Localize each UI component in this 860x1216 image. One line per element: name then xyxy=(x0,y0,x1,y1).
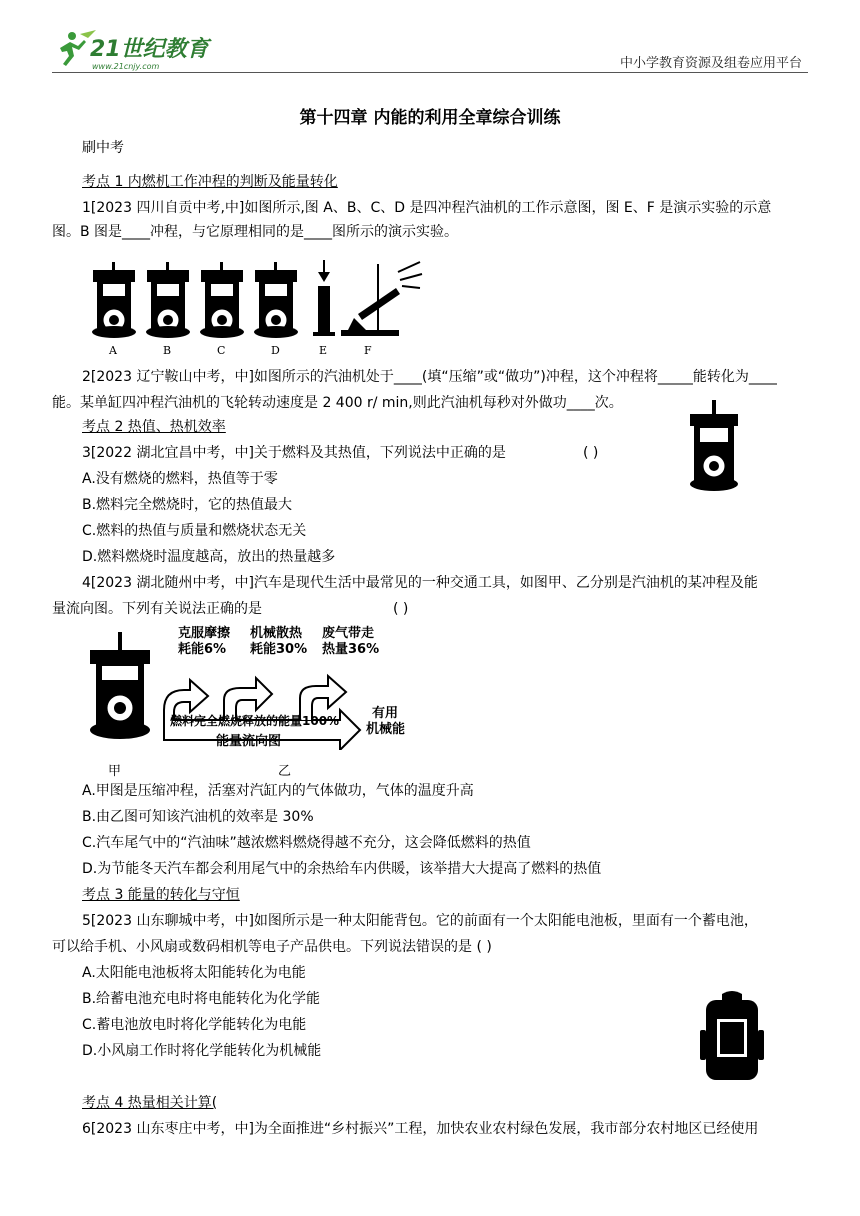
q4-option-a: A.甲图是压缩冲程，活塞对汽缸内的气体做功，气体的温度升高 xyxy=(82,783,474,799)
label-f: F xyxy=(364,344,372,357)
platform-name: 中小学教育资源及组卷应用平台 xyxy=(619,56,802,71)
q3-stem: 3[2022 湖北宜昌中考，中]关于燃料及其热值，下列说法中正确的是 xyxy=(82,445,506,461)
q4-option-c: C.汽车尾气中的“汽油味”越浓燃料燃烧得越不充分，这会降低燃料的热值 xyxy=(82,835,531,851)
q4-paren: ( ) xyxy=(393,601,409,617)
solar-backpack-figure xyxy=(700,990,764,1086)
flow-caption: 能量流向图 xyxy=(216,734,282,749)
logo xyxy=(52,28,232,72)
q3-option-d: D.燃料燃烧时温度越高，放出的热量越多 xyxy=(82,549,336,565)
q2-engine-figure xyxy=(684,398,744,496)
q4-option-b: B.由乙图可知该汽油机的效率是 30% xyxy=(82,809,314,825)
kp3-heading: 考点 3 能量的转化与守恒 xyxy=(82,887,240,903)
loss3-line2: 热量36% xyxy=(322,642,380,657)
q4-line1: 4[2023 湖北随州中考，中]汽车是现代生活中最常见的一种交通工具，如图甲、乙分别是汽油机的某冲程及能 xyxy=(82,575,758,591)
logo-text: 21世纪教育 xyxy=(90,37,209,62)
q5-option-b: B.给蓄电池充电时将电能转化为化学能 xyxy=(82,991,321,1007)
q1-line1: 1[2023 四川自贡中考,中]如图所示,图 A、B、C、D 是四冲程汽油机的工作示意图，图 E、F 是演示实验的示意 xyxy=(82,200,772,216)
q1-figure xyxy=(86,258,426,360)
useful-line2: 机械能 xyxy=(366,722,406,737)
q2-line2: 能。某单缸四冲程汽油机的飞轮转动速度是 2 400 r/ min,则此汽油机每秒对外做功____次。 xyxy=(52,395,623,411)
loss1-line2: 耗能6% xyxy=(178,642,227,657)
q3-option-a: A.没有燃烧的燃料，热值等于零 xyxy=(82,471,278,487)
loss2-line1: 机械散热 xyxy=(250,626,303,641)
loss3-line1: 废气带走 xyxy=(322,626,375,641)
label-e: E xyxy=(319,344,328,357)
q6-line1: 6[2023 山东枣庄中考，中]为全面推进“乡村振兴”工程，加快农业农村绿色发展，我市部分农村地区已经使用 xyxy=(82,1121,759,1137)
q4-engine-figure xyxy=(84,630,156,750)
useful-line1: 有用 xyxy=(372,706,399,721)
q3-paren: ( ) xyxy=(583,445,599,461)
q3-option-b: B.燃料完全燃烧时，它的热值最大 xyxy=(82,497,293,513)
label-yi: 乙 xyxy=(278,764,292,779)
q5-option-a: A.太阳能电池板将太阳能转化为电能 xyxy=(82,965,306,981)
q5-option-c: C.蓄电池放电时将化学能转化为电能 xyxy=(82,1017,307,1033)
q3-option-c: C.燃料的热值与质量和燃烧状态无关 xyxy=(82,523,307,539)
q1-line2: 图。B 图是____冲程，与它原理相同的是____图所示的演示实验。 xyxy=(52,224,459,240)
q5-line1: 5[2023 山东聊城中考，中]如图所示是一种太阳能背包。它的前面有一个太阳能电池板，里面有一个蓄电池， xyxy=(82,913,758,929)
page-title: 第十四章 内能的利用全章综合训练 xyxy=(299,108,561,128)
label-b: B xyxy=(163,344,172,357)
q5-line2: 可以给手机、小风扇或数码相机等电子产品供电。下列说法错误的是 ( ) xyxy=(52,939,492,955)
section-label: 刷中考 xyxy=(82,140,124,156)
q2-line1: 2[2023 辽宁鞍山中考，中]如图所示的汽油机处于____(填“压缩”或“做功”)冲程，这个冲程将_____能转化为____ xyxy=(82,369,777,385)
q4-line2: 量流向图。下列有关说法正确的是 xyxy=(52,601,262,617)
label-c: C xyxy=(217,344,226,357)
loss2-line2: 耗能30% xyxy=(250,642,308,657)
kp1-heading: 考点 1 内燃机工作冲程的判断及能量转化 xyxy=(82,174,338,190)
q4-option-d: D.为节能冬天汽车都会利用尾气中的余热给车内供暖，该举措大大提高了燃料的热值 xyxy=(82,861,602,877)
header-rule xyxy=(52,72,808,73)
label-a: A xyxy=(109,344,117,357)
kp2-heading: 考点 2 热值、热机效率 xyxy=(82,419,226,435)
q5-option-d: D.小风扇工作时将化学能转化为机械能 xyxy=(82,1043,322,1059)
label-d: D xyxy=(271,344,280,357)
main-energy-label: 燃料完全燃烧释放的能量100% xyxy=(170,714,340,728)
logo-url: www.21cnjy.com xyxy=(92,62,160,71)
loss1-line1: 克服摩擦 xyxy=(178,626,231,641)
kp4-heading: 考点 4 热量相关计算( xyxy=(82,1095,218,1111)
label-jia: 甲 xyxy=(108,764,122,779)
